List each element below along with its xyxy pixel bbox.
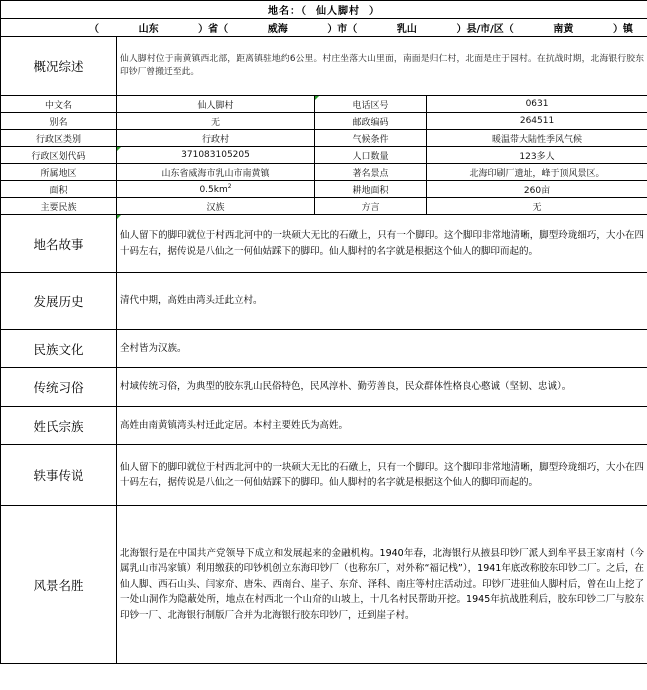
culture-text: 全村皆为汉族。: [117, 330, 647, 368]
info-key: 面积: [1, 181, 117, 198]
section-legend-row: [1, 445, 647, 506]
overview-row: [1, 37, 647, 96]
title-paren-open: （: [301, 6, 308, 17]
custom-label: 传统习俗: [1, 368, 117, 407]
info-value: 260亩: [427, 181, 647, 198]
section-custom-row: [1, 368, 647, 407]
clan-label: 姓氏宗族: [1, 407, 117, 445]
info-row: [1, 198, 647, 215]
history-label: 发展历史: [1, 273, 117, 330]
info-key: 别名: [1, 113, 117, 130]
info-value: 汉族: [117, 198, 315, 215]
loc-province-suffix: ）省（: [198, 24, 229, 35]
loc-town: 南黄: [553, 24, 574, 35]
info-key: 耕地面积: [315, 181, 427, 198]
info-value: 无: [427, 198, 647, 215]
history-text: 清代中期，高姓由湾头迁此立村。: [117, 273, 647, 330]
village-name: 仙人脚村: [316, 6, 361, 17]
scenery-label: 风景名胜: [1, 506, 117, 664]
info-value: 0631: [427, 96, 647, 113]
info-key: 邮政编码: [315, 113, 427, 130]
section-history-row: [1, 273, 647, 330]
section-story-row: [1, 215, 647, 273]
info-row: [1, 164, 647, 181]
info-value: [117, 181, 315, 198]
loc-town-suffix: ）镇: [612, 24, 633, 35]
info-value: 行政村: [117, 130, 315, 147]
section-clan-row: [1, 407, 647, 445]
title-row: [1, 1, 647, 19]
info-row: [1, 96, 647, 113]
title-cell: [1, 1, 647, 19]
info-value: 山东省威海市乳山市南黄镇: [117, 164, 315, 181]
info-row: [1, 130, 647, 147]
overview-text: 仙人脚村位于南黄镇西北部，距离镇驻地约6公里。村庄坐落大山里面，南面是归仁村，北面是庄于园村。在抗战时期，北海银行胶东印钞厂曾搬迁至此。: [117, 37, 647, 96]
section-culture-row: [1, 330, 647, 368]
info-value: 264511: [427, 113, 647, 130]
location-row: [1, 19, 647, 37]
title-paren-close: ）: [368, 6, 380, 17]
location-cell: [1, 19, 647, 37]
info-value: 123多人: [427, 147, 647, 164]
loc-county: 乳山: [396, 24, 417, 35]
info-key: 气候条件: [315, 130, 427, 147]
info-key: 方言: [315, 198, 427, 215]
loc-city: 威海: [267, 24, 288, 35]
loc-city-suffix: ）市（: [327, 24, 358, 35]
loc-open: （: [89, 24, 99, 35]
story-label: 地名故事: [1, 215, 117, 273]
info-key: 人口数量: [315, 147, 427, 164]
info-row: [1, 147, 647, 164]
info-value: 暖温带大陆性季风气候: [427, 130, 647, 147]
info-key: 中文名: [1, 96, 117, 113]
custom-text: 村域传统习俗，为典型的胶东乳山民俗特色，民风淳朴、勤劳善良，民众群体性格良心憨诚（坚韧、忠诚）。: [117, 368, 647, 407]
area-value: 0.5km: [199, 185, 228, 195]
culture-label: 民族文化: [1, 330, 117, 368]
info-value: 无: [117, 113, 315, 130]
info-value: 北海印刷厂遗址，峰于顶风景区。: [427, 164, 647, 181]
info-value: 仙人脚村: [117, 96, 315, 113]
story-text: 仙人留下的脚印就位于村西北河中的一块硕大无比的石礅上，只有一个脚印。这个脚印非常地清晰，脚型玲珑细巧，大小在四十码左右，据传说是八仙之一何仙姑踩下的脚印。仙人脚村的名字就是根据这个仙人的脚印而起的。: [117, 215, 647, 273]
info-key: 主要民族: [1, 198, 117, 215]
title-label: 地名：: [268, 6, 302, 17]
info-key: 所属地区: [1, 164, 117, 181]
area-unit-superscript: 2: [227, 183, 232, 190]
location-line: [1, 20, 647, 35]
scenery-text: 北海银行是在中国共产党领导下成立和发展起来的金融机构。1940年春，北海银行从掖县印钞厂派人到牟平县王家南村（今属乳山市冯家镇）利用缴获的印钞机创立东海印钞厂（也称东厂，对外称“福记栈”），1941年底改称胶东印钞二厂。之后，在仙人脚、西石山头、闫家夼、唐朱、西南台、崖子、东夼、泽科、南庄等村庄活动过。印钞厂进驻仙人脚村后，曾在山上挖了一处山洞作为隐蔽处所，地点在村西北一个山夼的山坡上，十几名村民帮助开挖。1945年抗战胜利后，胶东印钞二厂与胶东印钞一厂、北海银行制版厂合并为北海银行胶东印钞厂，迁到崖子村。: [117, 506, 647, 664]
info-key: 行政区划代码: [1, 147, 117, 164]
info-row: [1, 181, 647, 198]
legend-label: 轶事传说: [1, 445, 117, 506]
overview-label: 概况综述: [1, 37, 117, 96]
info-value: 371083105205: [117, 147, 315, 164]
info-key: 著名景点: [315, 164, 427, 181]
info-key: 行政区类别: [1, 130, 117, 147]
info-key: 电话区号: [315, 96, 427, 113]
section-scenery-row: [1, 506, 647, 664]
info-row: [1, 113, 647, 130]
clan-text: 高姓由南黄镇湾头村迁此定居。本村主要姓氏为高姓。: [117, 407, 647, 445]
legend-text: 仙人留下的脚印就位于村西北河中的一块硕大无比的石礅上，只有一个脚印。这个脚印非常地清晰，脚型玲珑细巧，大小在四十码左右，据传说是八仙之一何仙姑踩下的脚印。仙人脚村的名字就是根据这个仙人的脚印而起的。: [117, 445, 647, 506]
loc-county-suffix: ）县/市/区（: [456, 24, 514, 35]
loc-province: 山东: [138, 24, 159, 35]
